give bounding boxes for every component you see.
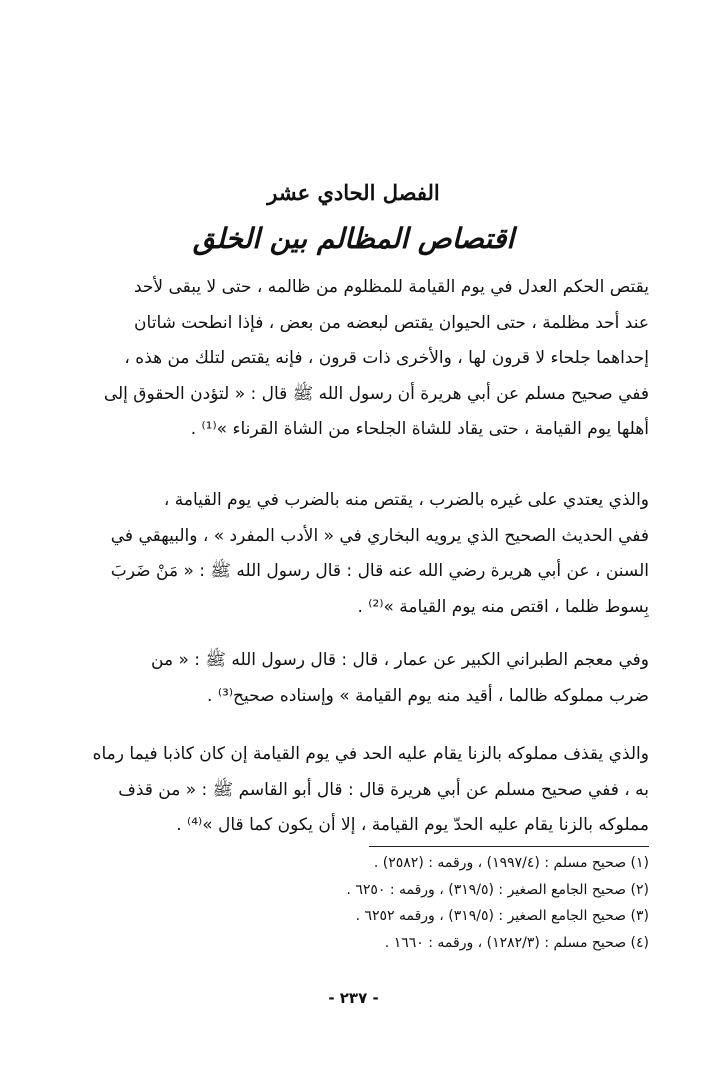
footnotes [57, 850, 649, 956]
text-line: يقتص الحكم العدل في يوم القيامة للمظلوم من ظالمه ، حتى لا يبقى لأحد [133, 277, 649, 297]
paragraph-2 [57, 483, 649, 625]
text-line: عند أحد مظلمة ، حتى الحيوان يقتص لبعضه من بعض ، فإذا انطحت شاتان [134, 312, 649, 333]
footnote-3: (٣) صحيح الجامع الصغير : (٣١٩/٥) ، ورقمه ٦٢٥٢ . [355, 908, 649, 924]
page-number: - ٢٣٧ - [328, 989, 379, 1007]
paragraph-4 [57, 737, 649, 844]
text-line: السنن ، عن أبي هريرة رضي الله عنه قال : قال رسول الله ﷺ : « مَنْ ضَربَ [110, 561, 649, 581]
text-line: ففي صحيح مسلم عن أبي هريرة أن رسول الله ﷺ قال : « لتؤدن الحقوق إلى [103, 383, 649, 404]
chapter-title: اقتصاص المظالم بين الخلق [192, 222, 515, 255]
paragraph-3 [57, 643, 649, 714]
text-line: بِسوط ظلما ، اقتص منه يوم القيامة »⁽²⁾ . [357, 596, 649, 617]
footnote-4: (٤) صحيح مسلم : (١٢٨٢/٣) ، ورقمه : ١٦٦٠ . [384, 934, 649, 951]
footnote-1: (١) صحيح مسلم : (١٩٩٧/٤) ، ورقمه : (٢٥٨٢) . [373, 855, 649, 871]
text-line: أهلها يوم القيامة ، حتى يقاد للشاة الجلحاء من الشاة القرناء »⁽¹⁾ . [190, 419, 649, 439]
text-line: والذي يعتدي على غيره بالضرب ، يقتص منه بالضرب في يوم القيامة ، [163, 490, 649, 510]
text-line: إحداهما جلحاء لا قرون لها ، والأخرى ذات قرون ، فإنه يقتص لتلك من هذه ، [124, 348, 649, 368]
text-line: مملوكه بالزنا يقام عليه الحدّ يوم القيامة ، إلا أن يكون كما قال »⁽⁴⁾ . [176, 815, 649, 835]
text-line: وفي معجم الطبراني الكبير عن عمار ، قال : قال رسول الله ﷺ : « من [151, 650, 649, 670]
text-line: ضرب مملوكه ظالما ، أقيد منه يوم القيامة » وإسناده صحيح⁽³⁾ . [207, 685, 649, 706]
footnote-separator [369, 846, 649, 847]
chapter-heading: الفصل الحادي عشر [267, 180, 440, 205]
text-line: ففي الحديث الصحيح الذي يرويه البخاري في « الأدب المفرد » ، والبيهقي في [110, 525, 649, 546]
paragraph-1 [57, 270, 649, 448]
text-line: والذي يقذف مملوكه بالزنا يقام عليه الحد في يوم القيامة إن كان كاذبا فيما رماه [92, 744, 649, 764]
text-line: به ، ففي صحيح مسلم عن أبي هريرة قال : قال أبو القاسم ﷺ : « من قذف [118, 779, 649, 800]
footnote-2: (٢) صحيح الجامع الصغير : (٣١٩/٥) ، ورقمه : ٦٢٥٠ . [346, 881, 649, 898]
